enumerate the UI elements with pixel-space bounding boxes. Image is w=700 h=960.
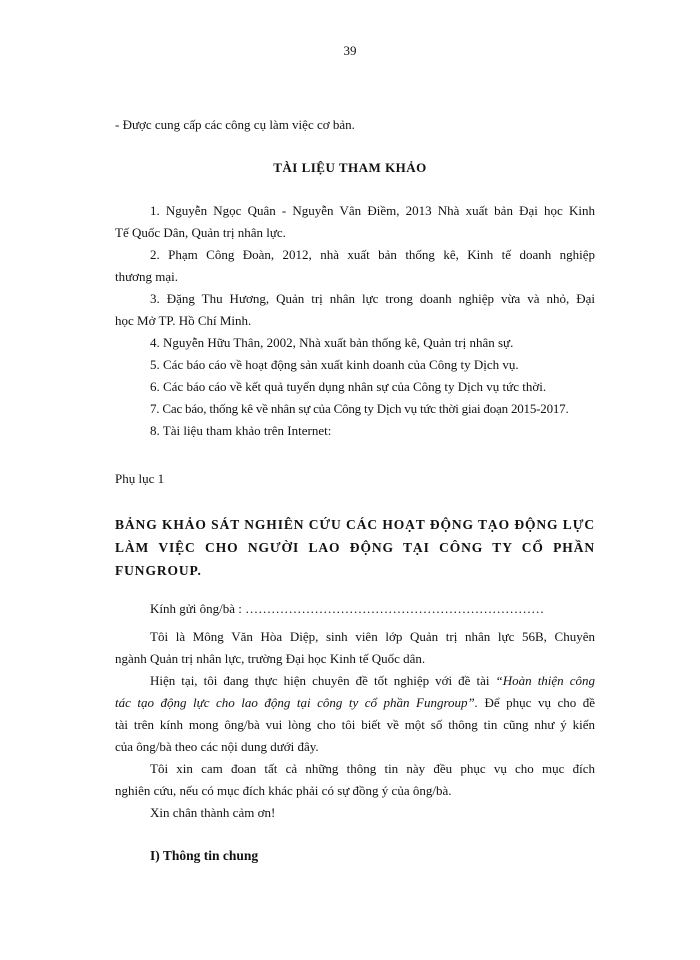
reference-list <box>115 200 595 442</box>
reference-item-5: 5. Các báo cáo về hoạt động sản xuất kinh doanh của Công ty Dịch vụ. <box>150 357 519 372</box>
commitment-paragraph-line: nghiên cứu, nếu có mục đích khác phải có sự đồng ý của ông/bà. <box>115 783 452 798</box>
page-number: 39 <box>343 43 357 58</box>
reference-line: thương mại. <box>115 269 179 284</box>
intro-line: - Được cung cấp các công cụ làm việc cơ bản. <box>115 117 355 132</box>
reference-item-2 <box>115 244 595 288</box>
appendix-label: Phụ lục 1 <box>115 471 165 486</box>
commitment-paragraph-line: Tôi xin cam đoan tất cả những thông tin này đều phục vụ cho mục đích <box>150 761 595 776</box>
topic-title-part1: “Hoàn thiện công <box>495 673 595 688</box>
topic-title-part2: tác tạo động lực cho lao động tại công ty cổ phần Fungroup”. <box>115 695 479 710</box>
reference-item-6: 6. Các báo cáo về kết quả tuyển dụng nhân sự của Công ty Dịch vụ tức thời. <box>150 379 547 394</box>
survey-title-line: FUNGROUP. <box>115 563 202 578</box>
reference-line: học Mở TP. Hồ Chí Minh. <box>115 313 252 328</box>
intro-paragraph-line: ngành Quản trị nhân lực, trường Đại học Kinh tế Quốc dân. <box>115 651 426 666</box>
purpose-paragraph-line <box>115 670 595 692</box>
reference-line: 1. Nguyễn Ngọc Quân - Nguyễn Vân Điềm, 2013 Nhà xuất bản Đại học Kinh <box>150 203 595 218</box>
intro-paragraph-line: Tôi là Mông Văn Hòa Diệp, sinh viên lớp Quản trị nhân lực 56B, Chuyên <box>150 629 595 644</box>
survey-title-line: BẢNG KHẢO SÁT NGHIÊN CỨU CÁC HOẠT ĐỘNG TẠO ĐỘNG LỰC <box>115 517 595 532</box>
reference-line: Tế Quốc Dân, Quản trị nhân lực. <box>115 225 286 240</box>
reference-item-8: 8. Tài liệu tham khảo trên Internet: <box>150 423 332 438</box>
reference-item-7: 7. Cac báo, thống kê về nhân sự của Công ty Dịch vụ tức thời giai đoạn 2015-2017. <box>150 401 569 416</box>
greeting-line: Kính gửi ông/bà : …………………………………………………………… <box>150 601 545 616</box>
purpose-suffix: Để phục vụ cho đề <box>478 695 595 710</box>
reference-item-4: 4. Nguyễn Hữu Thân, 2002, Nhà xuất bản thống kê, Quản trị nhân sự. <box>150 335 514 350</box>
purpose-prefix: Hiện tại, tôi đang thực hiện chuyên đề tốt nghiệp với đề tài <box>150 673 496 688</box>
survey-title-line: LÀM VIỆC CHO NGƯỜI LAO ĐỘNG TẠI CÔNG TY CỔ PHẦN <box>115 540 595 555</box>
purpose-paragraph-line <box>115 692 595 714</box>
reference-item-3 <box>115 288 595 332</box>
survey-body <box>115 626 595 824</box>
purpose-paragraph-line: tài trên kính mong ông/bà vui lòng cho tôi biết về một số thông tin cũng như ý kiến <box>115 717 595 732</box>
reference-item-1 <box>115 200 595 244</box>
purpose-paragraph-line: của ông/bà theo các nội dung dưới đây. <box>115 739 319 754</box>
thanks-line: Xin chân thành cảm ơn! <box>150 805 276 820</box>
survey-title <box>115 513 595 582</box>
section-heading: I) Thông tin chung <box>150 848 259 863</box>
references-heading: TÀI LIỆU THAM KHẢO <box>273 160 427 175</box>
reference-line: 2. Phạm Công Đoàn, 2012, nhà xuất bản thống kê, Kinh tế doanh nghiệp <box>150 247 595 262</box>
reference-line: 3. Đặng Thu Hương, Quản trị nhân lực trong doanh nghiệp vừa và nhỏ, Đại <box>150 291 595 306</box>
